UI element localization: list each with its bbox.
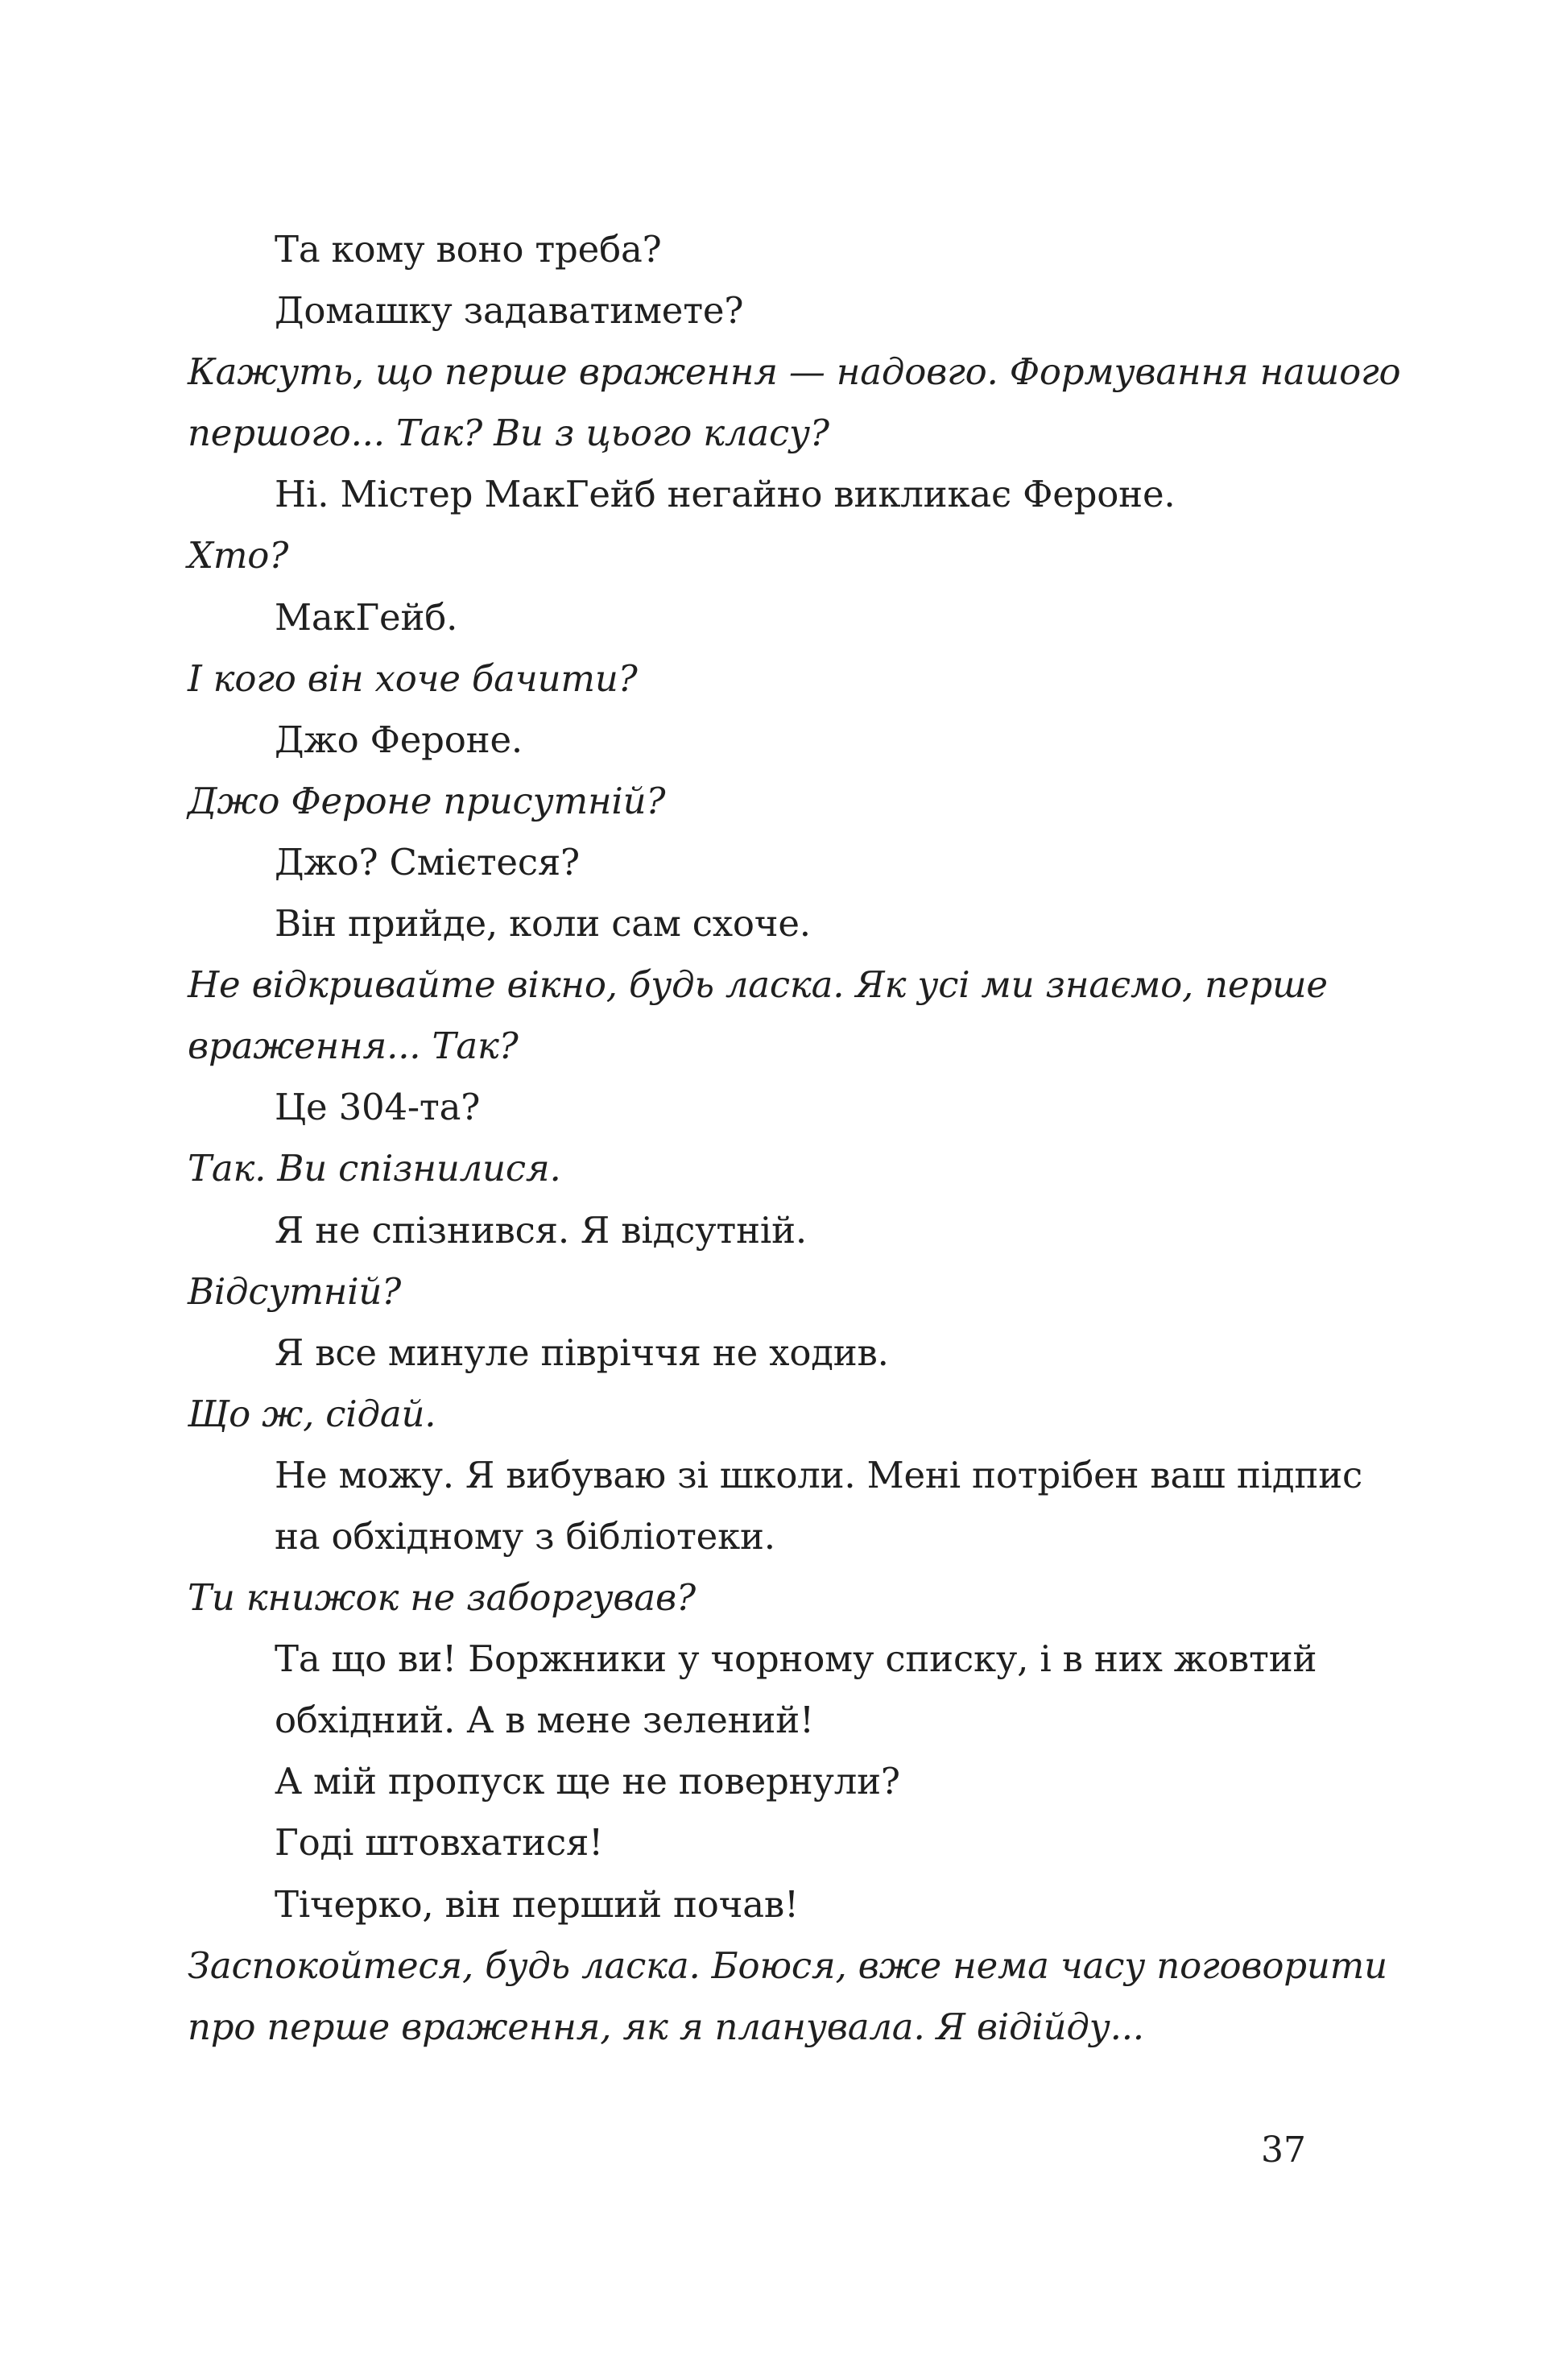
- dialogue-line-teacher: Так. Ви спізнилися.: [188, 1147, 561, 1190]
- dialogue-line-student: А мій пропуск ще не повернули?: [275, 1760, 900, 1803]
- dialogue-line-student: Джо Фероне.: [275, 718, 523, 761]
- dialogue-line-student: Це 304-та?: [275, 1086, 481, 1129]
- dialogue-line-teacher: Джо Фероне присутній?: [188, 779, 666, 822]
- dialogue-line-student: Тічерко, він перший почав!: [275, 1882, 799, 1926]
- dialogue-line-student: Ні. Містер МакГейб негайно викликає Фероне.: [275, 473, 1176, 516]
- dialogue-line-student: на обхідному з бібліотеки.: [275, 1514, 775, 1558]
- dialogue-text: [188, 219, 1401, 2058]
- dialogue-line-student: Він прийде, коли сам схоче.: [275, 902, 811, 946]
- dialogue-line-teacher: враження... Так?: [188, 1024, 519, 1068]
- dialogue-line-student: обхідний. А в мене зелений!: [275, 1699, 814, 1742]
- dialogue-line-teacher: Ти книжок не заборгував?: [188, 1576, 696, 1620]
- dialogue-line-teacher: І кого він хоче бачити?: [188, 656, 638, 700]
- dialogue-line-teacher: Заспокойтеся, будь ласка. Боюся, вже нема часу поговорити: [188, 1943, 1387, 1987]
- dialogue-line-teacher: Відсутній?: [188, 1269, 402, 1313]
- dialogue-line-student: Я все минуле півріччя не ходив.: [275, 1331, 889, 1374]
- dialogue-line-student: Та кому воно треба?: [275, 228, 662, 271]
- page-number: 37: [1261, 2130, 1306, 2171]
- dialogue-line-student: Годі штовхатися!: [275, 1821, 604, 1865]
- dialogue-line-teacher: Хто?: [188, 534, 289, 577]
- dialogue-line-student: Я не спізнився. Я відсутній.: [275, 1208, 807, 1252]
- dialogue-line-student: Джо? Смієтеся?: [275, 840, 580, 884]
- dialogue-line-teacher: про перше враження, як я планувала. Я відійду...: [188, 2005, 1144, 2048]
- dialogue-line-student: Не можу. Я вибуваю зі школи. Мені потрібен ваш підпис: [275, 1453, 1363, 1496]
- dialogue-line-student: Та що ви! Боржники у чорному списку, і в них жовтий: [275, 1637, 1317, 1681]
- dialogue-line-teacher: Що ж, сідай.: [188, 1392, 436, 1435]
- dialogue-line-student: МакГейб.: [275, 595, 458, 639]
- dialogue-line-student: Домашку задаватимете?: [275, 289, 744, 333]
- dialogue-line-teacher: Кажуть, що перше враження — надовго. Формування нашого: [188, 350, 1401, 394]
- dialogue-line-teacher: Не відкривайте вікно, будь ласка. Як усі ми знаємо, перше: [188, 963, 1328, 1007]
- dialogue-line-teacher: першого... Так? Ви з цього класу?: [188, 412, 829, 455]
